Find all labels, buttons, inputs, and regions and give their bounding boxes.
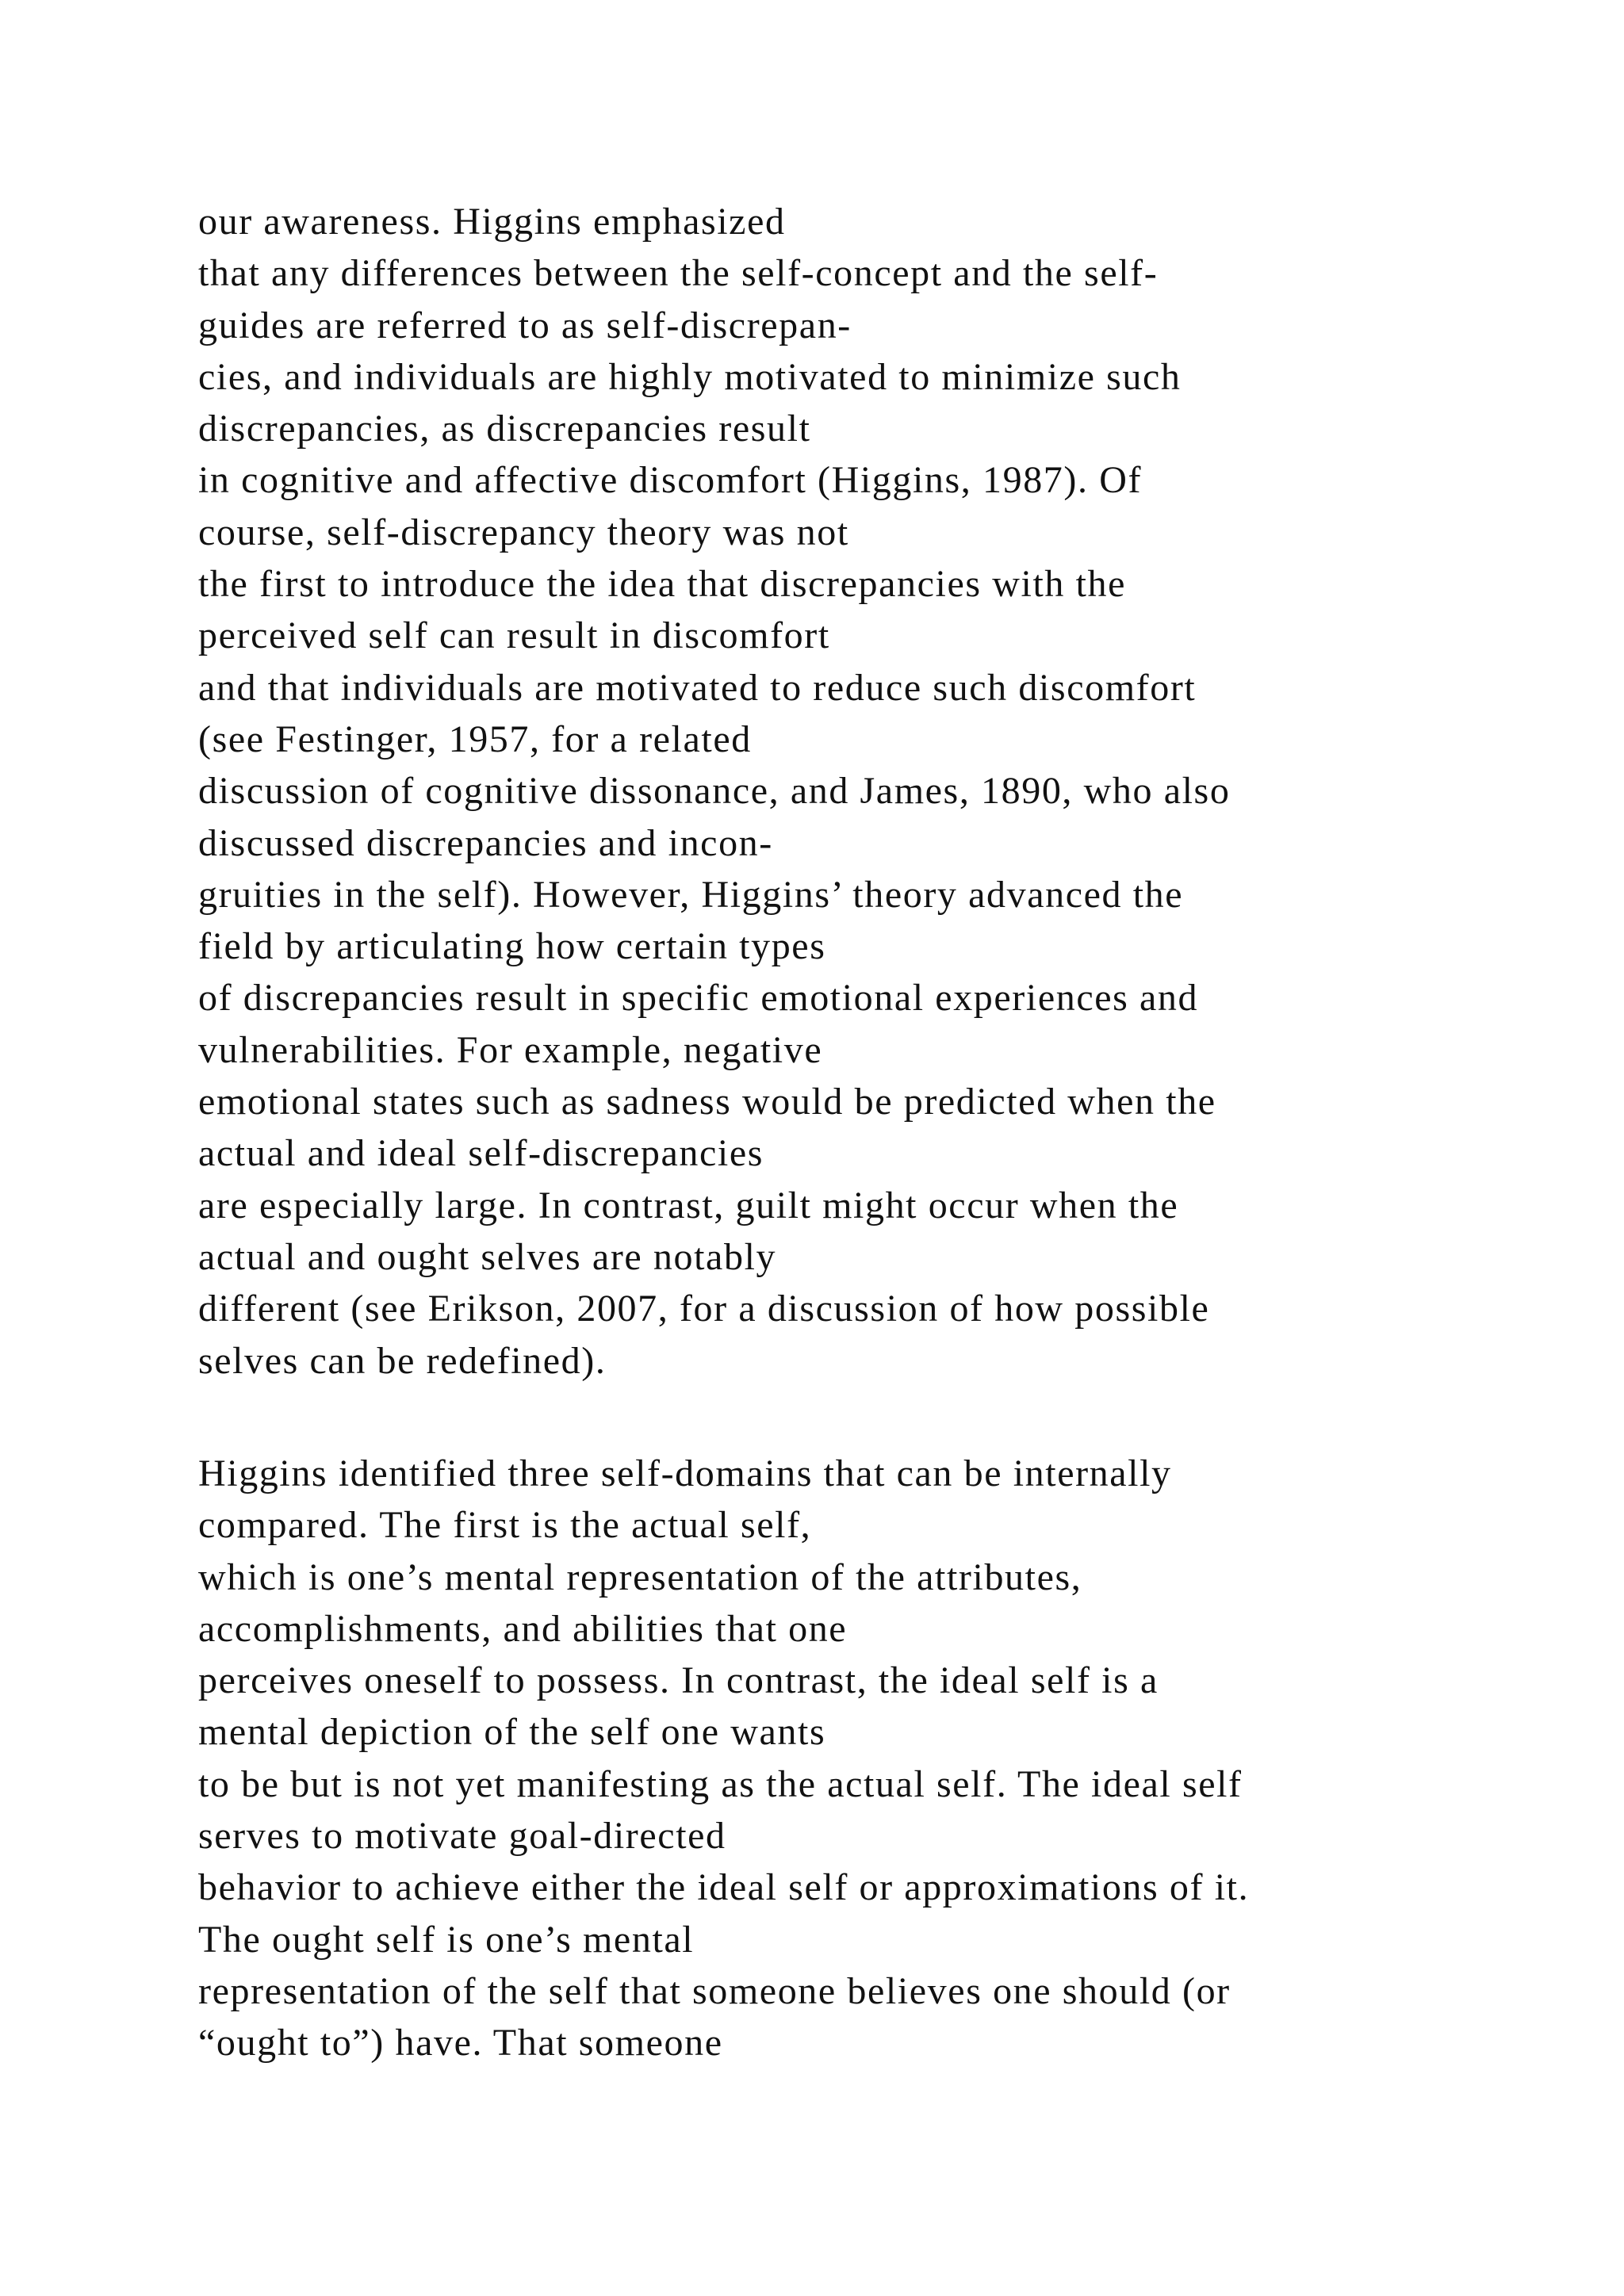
text-line: accomplishments, and abilities that one	[198, 1607, 848, 1650]
text-line: are especially large. In contrast, guilt might occur when the	[198, 1184, 1179, 1226]
text-line: The ought self is one’s mental	[198, 1918, 695, 1961]
text-line: actual and ideal self-discrepancies	[198, 1132, 764, 1175]
text-line: gruities in the self). However, Higgins’ theory advanced the	[198, 873, 1184, 916]
text-line: actual and ought selves are notably	[198, 1235, 777, 1278]
text-line: guides are referred to as self-discrepan-	[198, 304, 852, 346]
text-line: serves to motivate goal-directed	[198, 1815, 726, 1858]
text-line: and that individuals are motivated to reduce such discomfort	[198, 666, 1197, 709]
text-line: emotional states such as sadness would be predicted when the	[198, 1081, 1216, 1123]
text-line: “ought to”) have. That someone	[198, 2022, 723, 2064]
text-line: selves can be redefined).	[198, 1339, 607, 1382]
text-line: vulnerabilities. For example, negative	[198, 1028, 823, 1071]
text-line: in cognitive and affective discomfort (Higgins, 1987). Of	[198, 459, 1143, 502]
text-line: to be but is not yet manifesting as the actual self. The ideal self	[198, 1762, 1243, 1805]
text-line: perceives oneself to possess. In contrast, the ideal self is a	[198, 1659, 1159, 1702]
text-line: our awareness. Higgins emphasized	[198, 201, 786, 243]
text-line: (see Festinger, 1957, for a related	[198, 718, 752, 760]
paragraph-2	[198, 1448, 1249, 2069]
text-line: that any differences between the self-concept and the self-	[198, 252, 1159, 295]
text-line: field by articulating how certain types	[198, 925, 826, 968]
text-line: different (see Erikson, 2007, for a discussion of how possible	[198, 1288, 1210, 1330]
text-line: Higgins identified three self-domains that can be internally	[198, 1452, 1172, 1494]
text-line: the first to introduce the idea that discrepancies with the	[198, 563, 1127, 606]
paragraph-1	[198, 196, 1230, 1387]
text-line: discrepancies, as discrepancies result	[198, 408, 811, 450]
text-line: discussion of cognitive dissonance, and James, 1890, who also	[198, 770, 1231, 813]
text-line: mental depiction of the self one wants	[198, 1711, 826, 1754]
text-line: compared. The first is the actual self,	[198, 1504, 812, 1547]
text-line: representation of the self that someone believes one should (or	[198, 1969, 1231, 2012]
text-line: cies, and individuals are highly motivated to minimize such	[198, 355, 1182, 398]
text-line: discussed discrepancies and incon-	[198, 821, 773, 864]
text-line: behavior to achieve either the ideal self or approximations of it.	[198, 1866, 1250, 1909]
text-line: perceived self can result in discomfort	[198, 614, 830, 657]
text-line: which is one’s mental representation of the attributes,	[198, 1556, 1082, 1598]
text-line: of discrepancies result in specific emotional experiences and	[198, 977, 1199, 1020]
text-line: course, self-discrepancy theory was not	[198, 511, 849, 553]
